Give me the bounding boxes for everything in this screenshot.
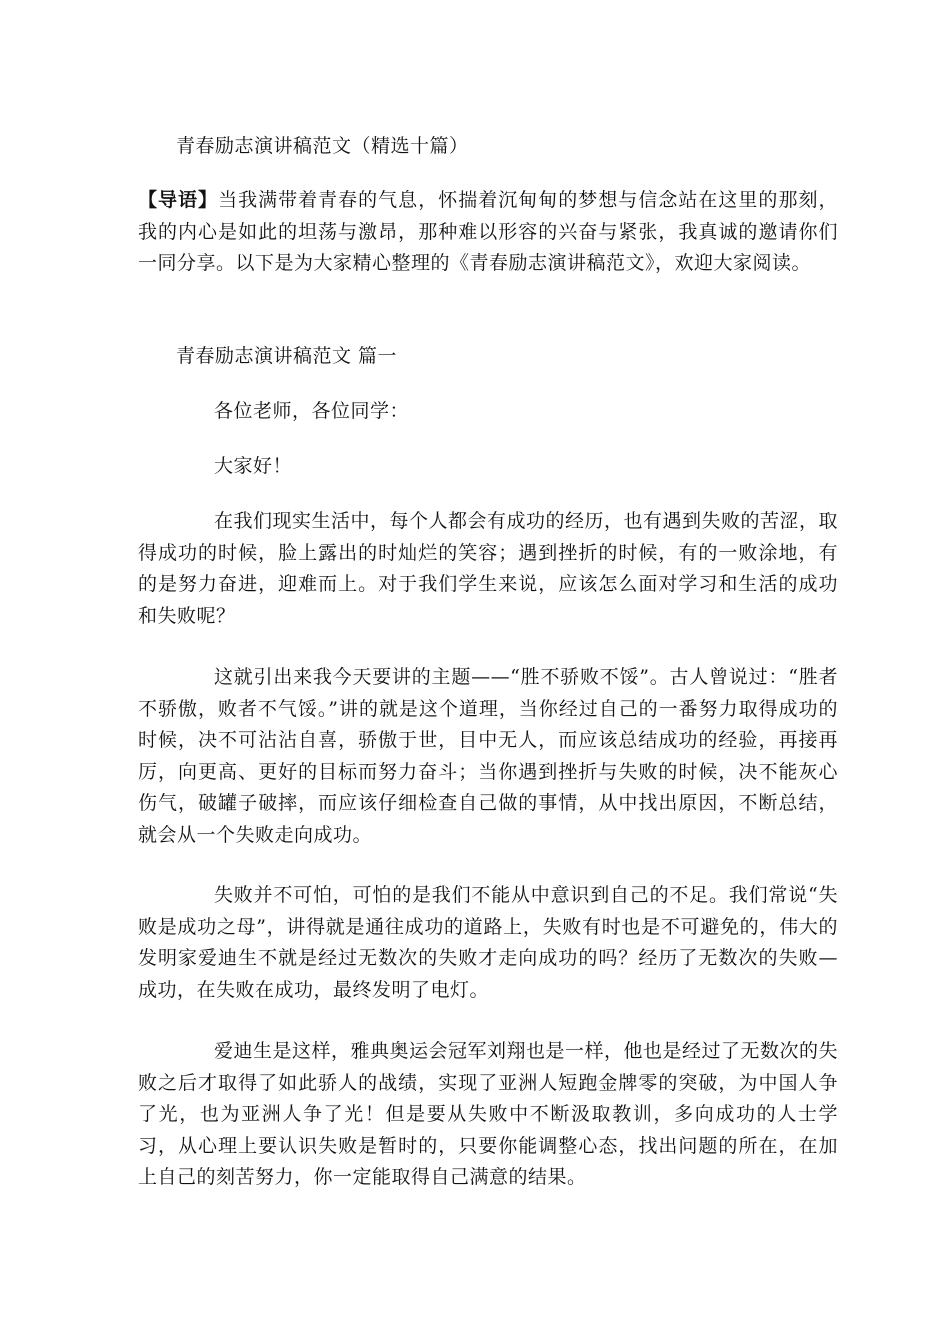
- intro-paragraph: [138, 185, 838, 280]
- intro-label: 【导语】: [138, 189, 219, 211]
- body-paragraph: 这就引出来我今天要讲的主题——“胜不骄败不馁”。古人曾说过：“胜者不骄傲，败者不气馁。”讲的就是这个道理，当你经过自己的一番努力取得成功的时候，决不可沾沾自喜，骄傲于世，目中无人，而应该总结成功的经验，再接再厉，向更高、更好的目标而努力奋斗；当你遇到挫折与失败的时候，决不能灰心伤气，破罐子破摔，而应该仔细检查自己做的事情，从中找出原因，不断总结，就会从一个失败走向成功。: [138, 666, 838, 846]
- body-paragraph: 爱迪生是这样，雅典奥运会冠军刘翔也是一样，他也是经过了无数次的失败之后才取得了如此骄人的战绩，实现了亚洲人短跑金牌零的突破，为中国人争了光，也为亚洲人争了光！但是要从失败中不断汲取教训，多向成功的人士学习，从心理上要认识失败是暂时的，只要你能调整心态，找出问题的所在，在加上自己的刻苦努力，你一定能取得自己满意的结果。: [138, 1040, 839, 1188]
- hello-line: 大家好！: [214, 455, 293, 477]
- document-title: 青春励志演讲稿范文（精选十篇）: [176, 135, 469, 157]
- body-paragraph: 在我们现实生活中，每个人都会有成功的经历，也有遇到失败的苦涩，取得成功的时候，脸上露出的时灿烂的笑容；遇到挫折的时候，有的一败涂地，有的是努力奋进，迎难而上。对于我们学生来说，应该怎么面对学习和生活的成功和失败呢？: [138, 510, 839, 627]
- section-heading: 青春励志演讲稿范文 篇一: [176, 345, 398, 367]
- intro-text: 当我满带着青春的气息，怀揣着沉甸甸的梦想与信念站在这里的那刻，我的内心是如此的坦荡与激昂，那种难以形容的兴奋与紧张，我真诚的邀请你们一同分享。以下是为大家精心整理的《青春励志演讲稿范文》，欢迎大家阅读。: [138, 189, 838, 274]
- body-paragraph: 失败并不可怕，可怕的是我们不能从中意识到自己的不足。我们常说“失败是成功之母”，讲得就是通往成功的道路上，失败有时也是不可避免的，伟大的发明家爱迪生不就是经过无数次的失败才走向成功的吗？经历了无数次的失败—成功，在失败在成功，最终发明了电灯。: [138, 884, 838, 1001]
- greeting-line: 各位老师，各位同学：: [214, 400, 410, 422]
